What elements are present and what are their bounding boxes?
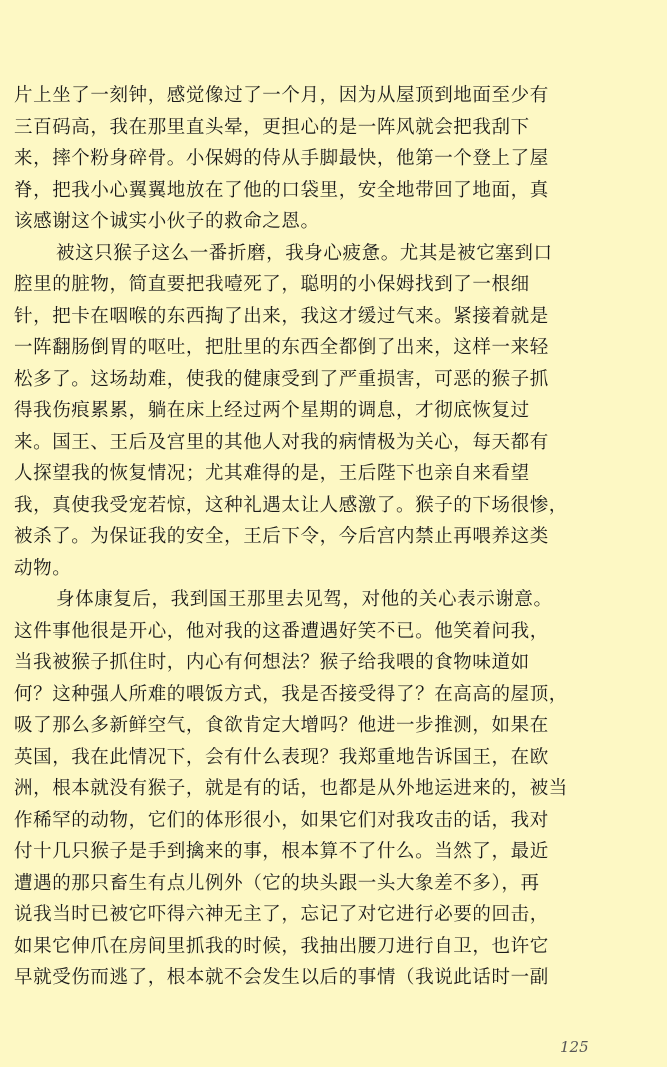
text-line: 遭遇的那只畜生有点儿例外（它的块头跟一头大象差不多），再 [14, 872, 540, 894]
body-text [14, 80, 614, 994]
text-line: 来。国王、王后及宫里的其他人对我的病情极为关心，每天都有 [14, 431, 549, 453]
text-line: 洲，根本就没有猴子，就是有的话，也都是从外地运进来的，被当 [14, 778, 568, 799]
text-line: 身体康复后，我到国王那里去见驾，对他的关心表示谢意。 [56, 589, 553, 610]
text-line: 作稀罕的动物，它们的体形很小，如果它们对我攻击的话，我对 [14, 809, 549, 831]
text-line: 三百码高，我在那里直头晕，更担心的是一阵风就会把我刮下 [14, 116, 530, 138]
text-line: 吸了那么多新鲜空气，食欲肯定大增吗？他进一步推测，如果在 [14, 715, 549, 736]
text-line: 说我当时已被它吓得六神无主了，忘记了对它进行必要的回击， [14, 904, 549, 925]
text-line: 人探望我的恢复情况；尤其难得的是，王后陛下也亲自来看望 [14, 463, 530, 484]
text-line: 被杀了。为保证我的安全，王后下令，今后宫内禁止再喂养这类 [14, 526, 549, 547]
text-line: 英国，我在此情况下，会有什么表现？我郑重地告诉国王，在欧 [14, 746, 549, 768]
text-line: 付十几只猴子是手到擒来的事，根本算不了什么。当然了，最近 [14, 841, 549, 862]
text-line: 当我被猴子抓住时，内心有何想法？猴子给我喂的食物味道如 [14, 652, 530, 673]
text-line: 动物。 [14, 557, 72, 579]
text-line: 何？这种强人所难的喂饭方式，我是否接受得了？在高高的屋顶， [14, 683, 568, 705]
text-line: 得我伤痕累累，躺在床上经过两个星期的调息，才彻底恢复过 [14, 400, 530, 421]
text-line: 针，把卡在咽喉的东西掏了出来，我这才缓过气来。紧接着就是 [14, 305, 549, 327]
text-line: 松多了。这场劫难，使我的健康受到了严重损害，可恶的猴子抓 [14, 368, 549, 390]
text-line: 早就受伤而逃了，根本就不会发生以后的事情（我说此话时一副 [14, 967, 549, 988]
text-line: 被这只猴子这么一番折磨，我身心疲惫。尤其是被它塞到口 [56, 242, 553, 264]
text-line: 这件事他很是开心，他对我的这番遭遇好笑不已。他笑着问我， [14, 620, 549, 642]
text-line: 该感谢这个诚实小伙子的救命之恩。 [14, 211, 320, 232]
text-line: 脊，把我小心翼翼地放在了他的口袋里，安全地带回了地面，真 [14, 179, 549, 201]
text-line: 来，摔个粉身碎骨。小保姆的侍从手脚最快，他第一个登上了屋 [14, 148, 549, 169]
text-line: 腔里的脏物，简直要把我噎死了，聪明的小保姆找到了一根细 [14, 274, 530, 295]
text-line: 片上坐了一刻钟，感觉像过了一个月，因为从屋顶到地面至少有 [14, 85, 549, 106]
text-line: 如果它伸爪在房间里抓我的时候，我抽出腰刀进行自卫，也许它 [14, 935, 549, 957]
page-number: 125 [560, 1038, 589, 1056]
text-line: 我，真使我受宠若惊，这种礼遇太让人感激了。猴子的下场很惨， [14, 494, 568, 516]
text-line: 一阵翻肠倒胃的呕吐，把肚里的东西全都倒了出来，这样一来轻 [14, 337, 549, 358]
